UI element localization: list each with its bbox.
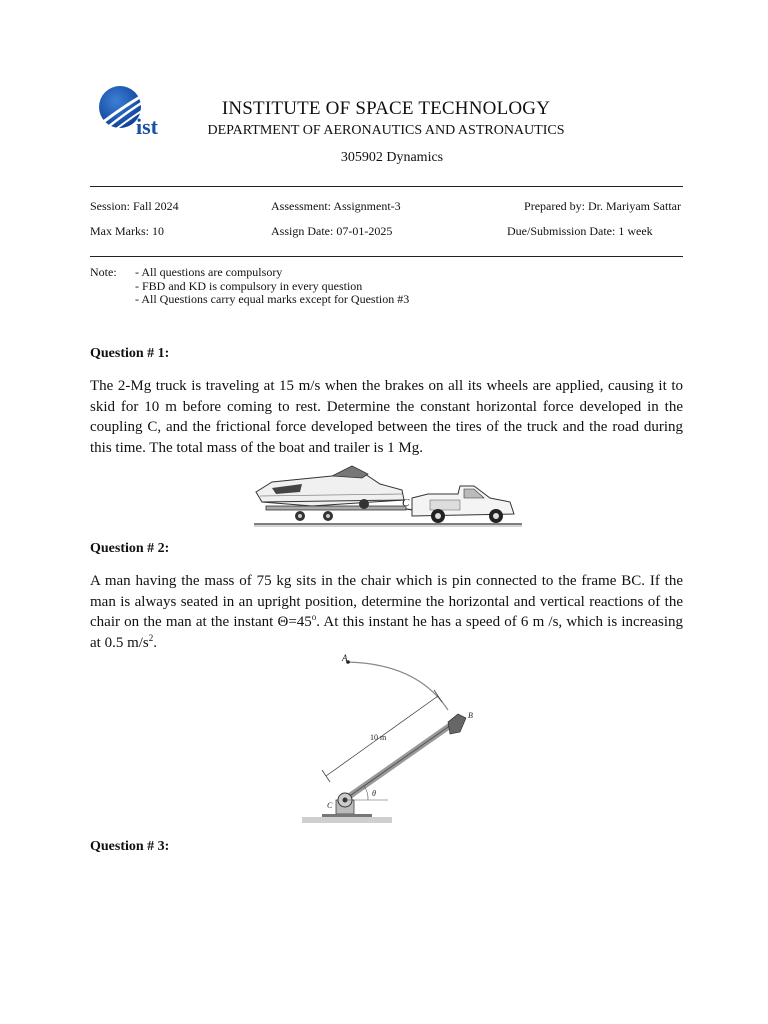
logo-text: ist xyxy=(136,114,158,138)
question-2-text xyxy=(90,571,683,653)
question-1-text: The 2-Mg truck is traveling at 15 m/s when the brakes on all its wheels are applied, causing it to skid for 10 m before coming to rest. Determine the constant horizontal force developed in the coupling C, and the frictional force developed between the tires of the truck and the road during this time. The total mass of the boat and trailer is 1 Mg. xyxy=(90,378,683,456)
question-2-text-part: A man having the mass of 75 kg sits in the chair which is pin connected to the frame BC. If the man is always seated in an upright position, determine the horizontal and vertical reactions of the chair on the man at the instant Θ=45 xyxy=(90,573,683,630)
truck-boat-figure xyxy=(252,462,524,528)
assessment-info: Assessment: Assignment-3 xyxy=(271,199,401,213)
note-label: Note: xyxy=(90,265,117,279)
note-list xyxy=(135,266,409,307)
angle-theta-label: θ xyxy=(372,789,376,798)
due-date-info: Due/Submission Date: 1 week xyxy=(507,224,653,238)
note-item: - FBD and KD is compulsory in every question xyxy=(135,278,363,293)
course-title: 305902 Dynamics xyxy=(340,150,444,165)
prepared-by-info: Prepared by: Dr. Mariyam Sattar xyxy=(524,199,681,213)
question-2-text-part: . At this instant he has a speed of 6 m /s, which is increasing at 0.5 m/s xyxy=(90,614,684,651)
coupling-label-c: C xyxy=(402,497,410,509)
question-2-heading: Question # 2: xyxy=(90,541,170,556)
max-marks-info: Max Marks: 10 xyxy=(90,224,164,238)
point-c-label: C xyxy=(327,801,333,810)
note-item: - All questions are compulsory xyxy=(135,265,283,279)
question-1-heading: Question # 1: xyxy=(90,346,170,361)
assign-date-info: Assign Date: 07-01-2025 xyxy=(271,224,393,238)
question-3-heading: Question # 3: xyxy=(90,839,170,854)
top-divider xyxy=(90,186,683,187)
point-b-label: B xyxy=(468,711,473,720)
squared-superscript: 2 xyxy=(148,632,154,643)
length-label: 10 m xyxy=(370,733,387,742)
point-a-label: A xyxy=(342,653,348,663)
department-title: DEPARTMENT OF AERONAUTICS AND ASTRONAUTICS xyxy=(207,123,565,138)
question-2-text-part: . xyxy=(153,634,157,651)
note-item: - All Questions carry equal marks except for Question #3 xyxy=(135,292,410,306)
degree-superscript: o xyxy=(311,612,317,622)
institute-title: INSTITUTE OF SPACE TECHNOLOGY xyxy=(221,98,551,119)
bottom-divider xyxy=(90,256,683,257)
session-info: Session: Fall 2024 xyxy=(90,199,179,213)
chair-frame-figure xyxy=(298,652,480,830)
